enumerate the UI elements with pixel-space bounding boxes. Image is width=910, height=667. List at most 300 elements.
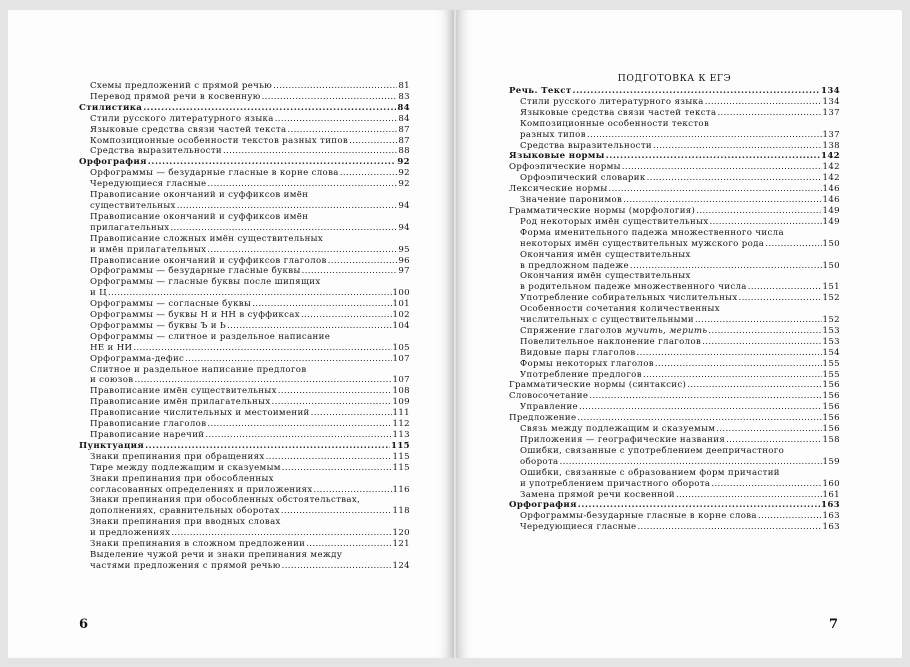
toc-entry-title xyxy=(520,271,691,282)
toc-entry xyxy=(79,92,410,103)
toc-entry-title xyxy=(90,223,169,234)
toc-entry xyxy=(79,190,410,201)
dot-leader xyxy=(687,380,821,391)
toc-entry-title xyxy=(90,146,222,157)
toc-entry-text: Средства выразительности xyxy=(90,146,223,157)
toc-entry-title xyxy=(90,517,281,528)
toc-entry-title xyxy=(520,359,654,370)
toc-entry-text: Стили русского литературного языка xyxy=(90,113,274,124)
toc-entry xyxy=(509,500,840,511)
toc-entry-title xyxy=(90,452,265,463)
toc-entry-text: Повелительное наклонение глаголов xyxy=(520,336,702,347)
toc-entry-page: 84 xyxy=(397,102,410,113)
toc-entry-text: Орфограммы — буквы Ъ и Ь xyxy=(90,320,227,331)
dot-leader xyxy=(702,337,821,348)
dot-leader xyxy=(281,506,392,517)
toc-entry-title xyxy=(90,168,339,179)
toc-entry-title xyxy=(520,239,764,250)
toc-entry-page: 104 xyxy=(392,320,410,331)
toc-entry-title xyxy=(90,375,133,386)
dot-leader xyxy=(302,266,398,277)
toc-entry-title xyxy=(79,441,144,452)
toc-entry xyxy=(79,430,410,441)
toc-entry xyxy=(509,337,840,348)
toc-entry-text: в родительном падеже множественного числа xyxy=(520,282,747,293)
toc-entry-title xyxy=(90,125,286,136)
toc-entry-title xyxy=(520,326,707,337)
toc-entry-page: 153 xyxy=(822,336,840,347)
dot-leader xyxy=(145,441,390,452)
dot-leader xyxy=(133,343,391,354)
toc-entry-page: 163 xyxy=(822,522,840,533)
toc-entry-text: и предложениях xyxy=(90,528,171,539)
dot-leader xyxy=(623,195,821,206)
toc-entry-page: 83 xyxy=(398,91,410,102)
toc-entry-page: 156 xyxy=(822,380,840,391)
toc-entry-text: и союзов xyxy=(90,375,134,386)
toc-entry-text: Особенности сочетания количественных xyxy=(520,304,720,315)
toc-entry xyxy=(79,212,410,223)
toc-entry-title xyxy=(90,365,307,376)
toc-entry-title xyxy=(509,413,576,424)
toc-entry xyxy=(509,326,840,337)
dot-leader xyxy=(207,179,397,190)
toc-entry-text: Замена прямой речи косвенной xyxy=(520,489,675,500)
toc-entry-title xyxy=(90,321,226,332)
toc-entry-text: Правописание имён существительных xyxy=(90,386,277,397)
toc-entry-page: 142 xyxy=(822,173,840,184)
dot-leader xyxy=(205,430,391,441)
dot-leader xyxy=(716,424,821,435)
toc-entry-page: 118 xyxy=(392,506,410,517)
toc-entry xyxy=(79,266,410,277)
toc-entry-text: Выделение чужой речи и знаки препинания между xyxy=(90,549,343,560)
toc-entry xyxy=(509,315,840,326)
toc-entry xyxy=(509,108,840,119)
toc-entry-title xyxy=(90,506,280,517)
dot-leader xyxy=(717,108,821,119)
toc-entry-title xyxy=(90,245,206,256)
toc-entry-text: оборота xyxy=(520,456,559,467)
toc-entry xyxy=(509,413,840,424)
toc-entry-page: 113 xyxy=(392,430,410,440)
toc-entry-title xyxy=(520,217,709,228)
toc-entry-page: 115 xyxy=(391,440,410,451)
toc-entry-title xyxy=(90,256,327,267)
toc-entry xyxy=(79,245,410,256)
toc-entry-text: Предложение xyxy=(509,413,577,424)
toc-entry xyxy=(509,217,840,228)
toc-entry xyxy=(509,402,840,413)
dot-leader xyxy=(282,463,392,474)
toc-entry xyxy=(79,179,410,190)
toc-entry xyxy=(79,419,410,430)
toc-entry-page: 97 xyxy=(398,266,410,277)
toc-entry-title xyxy=(90,179,206,190)
toc-entry-page: 152 xyxy=(822,293,840,304)
left-page xyxy=(8,10,454,658)
toc-entry-title xyxy=(520,337,701,348)
toc-entry xyxy=(509,130,840,141)
dot-leader xyxy=(758,511,822,522)
toc-entry-title xyxy=(90,528,170,539)
toc-entry xyxy=(79,528,410,539)
toc-entry-page: 95 xyxy=(398,244,410,255)
toc-entry xyxy=(79,201,410,212)
toc-entry-text: Языковые нормы xyxy=(509,151,605,162)
dot-leader xyxy=(272,397,392,408)
toc-entry-page: 160 xyxy=(822,478,840,489)
toc-entry xyxy=(509,446,840,457)
toc-entry xyxy=(509,293,840,304)
toc-entry xyxy=(509,359,840,370)
toc-entry-title xyxy=(90,474,274,485)
toc-entry-text: числительных с существительными xyxy=(520,315,694,326)
toc-entry-text: Стилистика xyxy=(79,102,143,113)
toc-entry xyxy=(79,256,410,267)
toc-entry-title xyxy=(520,435,725,446)
toc-entry-text: Языковые средства связи частей текста xyxy=(520,107,717,118)
toc-entry xyxy=(79,136,410,147)
toc-entry-page: 107 xyxy=(392,375,410,386)
dot-leader xyxy=(609,184,822,195)
toc-entry-page: 156 xyxy=(822,424,840,435)
toc-entry xyxy=(79,495,410,506)
dot-leader xyxy=(606,151,820,162)
toc-entry-title xyxy=(79,157,147,168)
toc-entry-title xyxy=(509,206,695,217)
toc-entry-page: 149 xyxy=(822,205,840,216)
toc-entry xyxy=(79,343,410,354)
toc-entry xyxy=(79,168,410,179)
toc-entry-title xyxy=(520,490,675,501)
toc-entry-title xyxy=(509,151,605,162)
dot-leader xyxy=(708,326,821,337)
dot-leader xyxy=(108,288,392,299)
toc-entry-title xyxy=(90,332,330,343)
toc-entry xyxy=(509,282,840,293)
toc-entry-title xyxy=(520,348,636,359)
toc-entry xyxy=(509,184,840,195)
toc-entry-text: Употребление собирательных числительных xyxy=(520,293,738,304)
toc-entry-text: Орфоэпический словарик xyxy=(520,173,646,184)
toc-entry-page: 92 xyxy=(398,168,410,179)
toc-entry-page: 107 xyxy=(392,353,410,364)
toc-entry-title xyxy=(90,212,308,223)
left-page-number: 6 xyxy=(79,617,89,632)
toc-entry-text: Лексические нормы xyxy=(509,184,608,195)
toc-entry xyxy=(79,474,410,485)
toc-entry-title xyxy=(90,310,300,321)
toc-entry-text: Род некоторых имён существительных xyxy=(520,216,709,227)
dot-leader xyxy=(278,386,392,397)
toc-entry xyxy=(509,457,840,468)
toc-entry xyxy=(509,271,840,282)
toc-entry-page: 108 xyxy=(392,386,410,397)
toc-entry-text: Управление xyxy=(520,402,578,413)
toc-entry-page: 138 xyxy=(822,140,840,151)
toc-entry xyxy=(509,380,840,391)
toc-entry-title xyxy=(90,408,310,419)
toc-entry-page: 84 xyxy=(398,113,410,124)
toc-entry-title xyxy=(520,479,710,490)
toc-entry-text: Спряжение глаголов xyxy=(520,325,623,336)
toc-entry-text: Ошибки, связанные с употреблением деепричастного xyxy=(520,445,785,456)
toc-entry-text: Знаки препинания при вводных словах xyxy=(90,517,281,528)
toc-entry-text: Знаки препинания при обособленных обстоятельствах, xyxy=(90,495,361,506)
toc-entry xyxy=(509,173,840,184)
toc-entry-text: Орфография xyxy=(509,500,577,511)
toc-entry-title xyxy=(520,370,642,381)
toc-entry-title xyxy=(520,446,784,457)
toc-entry-text: существительных xyxy=(90,200,176,211)
toc-entry-text: Видовые пары глаголов xyxy=(520,347,636,358)
toc-entry-title xyxy=(520,97,704,108)
toc-entry-page: 155 xyxy=(822,369,840,380)
toc-entry-title xyxy=(520,130,586,141)
toc-entry xyxy=(79,103,410,114)
toc-entry-title xyxy=(509,500,577,511)
toc-entry-title xyxy=(520,108,716,119)
dot-leader xyxy=(578,500,820,511)
toc-entry-page: 155 xyxy=(822,358,840,369)
toc-entry-text: Формы некоторых глаголов xyxy=(520,358,654,369)
toc-entry xyxy=(79,365,410,376)
toc-entry xyxy=(79,299,410,310)
dot-leader xyxy=(748,282,822,293)
toc-entry-title xyxy=(509,391,588,402)
dot-leader xyxy=(739,293,822,304)
dot-leader xyxy=(560,457,822,468)
toc-entry-page: 101 xyxy=(392,299,410,310)
toc-entry xyxy=(509,435,840,446)
toc-entry-text: Грамматические нормы (синтаксис) xyxy=(509,380,687,391)
toc-entry-page: 94 xyxy=(398,200,410,211)
toc-entry xyxy=(79,561,410,572)
toc-entry-title xyxy=(509,380,686,391)
toc-entry-page: 112 xyxy=(392,419,410,430)
toc-entry-text: согласованных определениях и приложениях xyxy=(90,484,313,495)
toc-entry xyxy=(79,517,410,528)
toc-entry-text: Слитное и раздельное написание предлогов xyxy=(90,364,307,375)
toc-entry-title xyxy=(509,184,608,195)
toc-entry-page: 154 xyxy=(822,347,840,358)
toc-entry-page: 134 xyxy=(821,86,840,96)
toc-entry-text: Правописание окончаний и суффиксов имён xyxy=(90,211,309,222)
toc-entry-text: Приложения — географические названия xyxy=(520,435,726,445)
toc-entry xyxy=(509,468,840,479)
dot-leader xyxy=(148,157,397,168)
toc-entry-title xyxy=(90,354,184,365)
dot-leader xyxy=(314,485,392,496)
toc-entry xyxy=(509,86,840,97)
dot-leader xyxy=(328,256,398,267)
toc-entry-title xyxy=(79,103,142,114)
toc-entry-text: и имён прилагательных xyxy=(90,244,207,255)
dot-leader xyxy=(643,370,822,381)
dot-leader xyxy=(726,435,821,446)
toc-entry-text: Орфограммы — буквы Н и НН в суффиксах xyxy=(90,310,300,321)
dot-leader xyxy=(282,561,392,572)
toc-entry xyxy=(79,234,410,245)
toc-entry-page: 152 xyxy=(822,315,840,326)
toc-entry-text: Средства выразительности xyxy=(520,140,653,151)
dot-leader xyxy=(637,348,822,359)
toc-entry-page: 156 xyxy=(822,391,840,402)
toc-entry-page: 151 xyxy=(822,282,840,293)
toc-entry-page: 150 xyxy=(822,260,840,271)
toc-entry-text: разных типов xyxy=(520,129,586,140)
toc-entry-page: 158 xyxy=(822,435,840,445)
toc-entry-text: Орфограммы — безударные гласные буквы xyxy=(90,266,301,277)
toc-entry xyxy=(79,288,410,299)
toc-entry-text: некоторых имён существительных мужского рода xyxy=(520,238,765,249)
toc-entry-title xyxy=(520,402,578,413)
toc-entry-title xyxy=(520,141,652,152)
toc-entry-text: прилагательных xyxy=(90,222,170,233)
toc-entry-page: 159 xyxy=(822,456,840,467)
toc-entry-title xyxy=(520,468,780,479)
toc-entry xyxy=(509,228,840,239)
toc-entry-text: Значение паронимов xyxy=(520,195,623,206)
toc-entry-text: Форма именительного падежа множественного числа xyxy=(520,227,784,238)
toc-entry-text: НЕ и НИ xyxy=(90,342,133,353)
toc-entry-page: 146 xyxy=(822,195,840,206)
toc-entry xyxy=(79,463,410,474)
toc-entry xyxy=(509,391,840,402)
toc-entry-page: 111 xyxy=(392,408,410,419)
right-toc xyxy=(509,86,840,533)
toc-entry-text: Словосочетание xyxy=(509,391,589,402)
toc-entry-title xyxy=(90,299,251,310)
toc-entry xyxy=(509,97,840,108)
toc-entry-text: Окончания имён существительных xyxy=(520,249,691,260)
toc-entry-page: 81 xyxy=(398,81,410,91)
dot-leader xyxy=(340,168,398,179)
left-toc xyxy=(79,81,410,572)
dot-leader xyxy=(349,136,397,147)
toc-entry xyxy=(79,397,410,408)
toc-entry xyxy=(79,277,410,288)
dot-leader xyxy=(579,402,822,413)
toc-entry-text: Стили русского литературного языка xyxy=(520,96,704,107)
right-page xyxy=(456,10,902,658)
dot-leader xyxy=(227,321,391,332)
toc-entry-page: 149 xyxy=(822,216,840,227)
dot-leader xyxy=(262,92,398,103)
toc-entry-page: 153 xyxy=(822,325,840,336)
toc-entry xyxy=(79,157,410,168)
toc-entry-text: Правописание имён прилагательных xyxy=(90,397,271,408)
toc-entry-page: 121 xyxy=(392,539,410,550)
dot-leader xyxy=(765,239,821,250)
dot-leader xyxy=(710,217,822,228)
toc-entry-text: Правописание окончаний и суффиксов имён xyxy=(90,190,309,201)
toc-entry-title xyxy=(90,419,206,430)
dot-leader xyxy=(573,86,820,97)
dot-leader xyxy=(589,391,821,402)
toc-entry-page: 163 xyxy=(821,500,840,511)
dot-leader xyxy=(311,408,392,419)
toc-entry xyxy=(79,539,410,550)
toc-entry-text: и Ц xyxy=(90,288,108,299)
toc-entry-page: 142 xyxy=(822,162,840,173)
toc-entry xyxy=(79,125,410,136)
toc-entry-title xyxy=(509,86,572,97)
toc-entry xyxy=(509,511,840,522)
dot-leader xyxy=(630,261,822,272)
toc-entry-title xyxy=(520,282,747,293)
dot-leader xyxy=(676,490,822,501)
toc-entry xyxy=(79,321,410,332)
dot-leader xyxy=(655,359,822,370)
toc-entry-page: 92 xyxy=(397,157,410,168)
dot-leader xyxy=(306,539,391,550)
toc-entry-title xyxy=(90,277,321,288)
toc-entry xyxy=(79,408,410,419)
toc-entry-text: Правописание наречий xyxy=(90,430,205,440)
toc-entry-title xyxy=(90,288,107,299)
toc-entry-text: Орфоэпические нормы xyxy=(509,162,621,173)
toc-entry xyxy=(79,81,410,92)
toc-entry xyxy=(509,261,840,272)
toc-entry-page: 105 xyxy=(392,342,410,353)
toc-entry-text: Композиционные особенности текстов разных типов xyxy=(90,135,349,146)
toc-entry-title xyxy=(509,162,621,173)
toc-entry-text: Правописание числительных и местоимений xyxy=(90,408,310,419)
toc-entry xyxy=(509,522,840,533)
toc-entry-text: Связь между подлежащим и сказуемым xyxy=(520,424,716,435)
toc-entry-text: Правописание сложных имён существительных xyxy=(90,233,324,244)
toc-entry-title xyxy=(520,173,646,184)
toc-entry-page: 96 xyxy=(398,255,410,266)
toc-entry-text: Речь. Текст xyxy=(509,86,572,96)
toc-entry-page: 109 xyxy=(392,397,410,408)
toc-entry xyxy=(509,239,840,250)
toc-entry-text: Употребление предлогов xyxy=(520,369,642,380)
dot-leader xyxy=(223,146,397,157)
toc-entry-text: Орфограммы-безударные гласные в корне слова xyxy=(520,511,757,522)
toc-entry-title xyxy=(520,250,691,261)
toc-entry-page: 137 xyxy=(822,107,840,118)
dot-leader xyxy=(647,173,822,184)
toc-entry-title xyxy=(520,522,636,533)
toc-entry-text: Орфограммы — безударные гласные в корне слова xyxy=(90,168,339,179)
toc-entry xyxy=(509,424,840,435)
toc-entry-text: Орфограммы — гласные буквы после шипящих xyxy=(90,277,321,288)
toc-entry-text: Тире между подлежащим и сказуемым xyxy=(90,462,281,473)
toc-entry xyxy=(79,332,410,343)
toc-entry xyxy=(509,195,840,206)
right-page-number: 7 xyxy=(829,617,839,632)
toc-entry-text: Знаки препинания в сложном предложении xyxy=(90,539,306,550)
toc-entry-title xyxy=(520,511,757,522)
toc-entry-page: 134 xyxy=(822,96,840,107)
section-title: ПОДГОТОВКА К ЕГЭ xyxy=(617,73,732,84)
toc-entry-title xyxy=(520,293,738,304)
toc-entry-title xyxy=(90,190,308,201)
toc-entry-text: дополнениях, сравнительных оборотах xyxy=(90,506,280,517)
toc-entry-title xyxy=(90,266,301,277)
toc-entry-title xyxy=(90,234,323,245)
dot-leader xyxy=(134,375,391,386)
toc-entry-page: 146 xyxy=(822,184,840,195)
toc-entry-title xyxy=(90,561,281,572)
toc-entry-title xyxy=(90,485,313,496)
toc-entry-title xyxy=(90,343,132,354)
dot-leader xyxy=(143,103,396,114)
dot-leader xyxy=(587,130,822,141)
